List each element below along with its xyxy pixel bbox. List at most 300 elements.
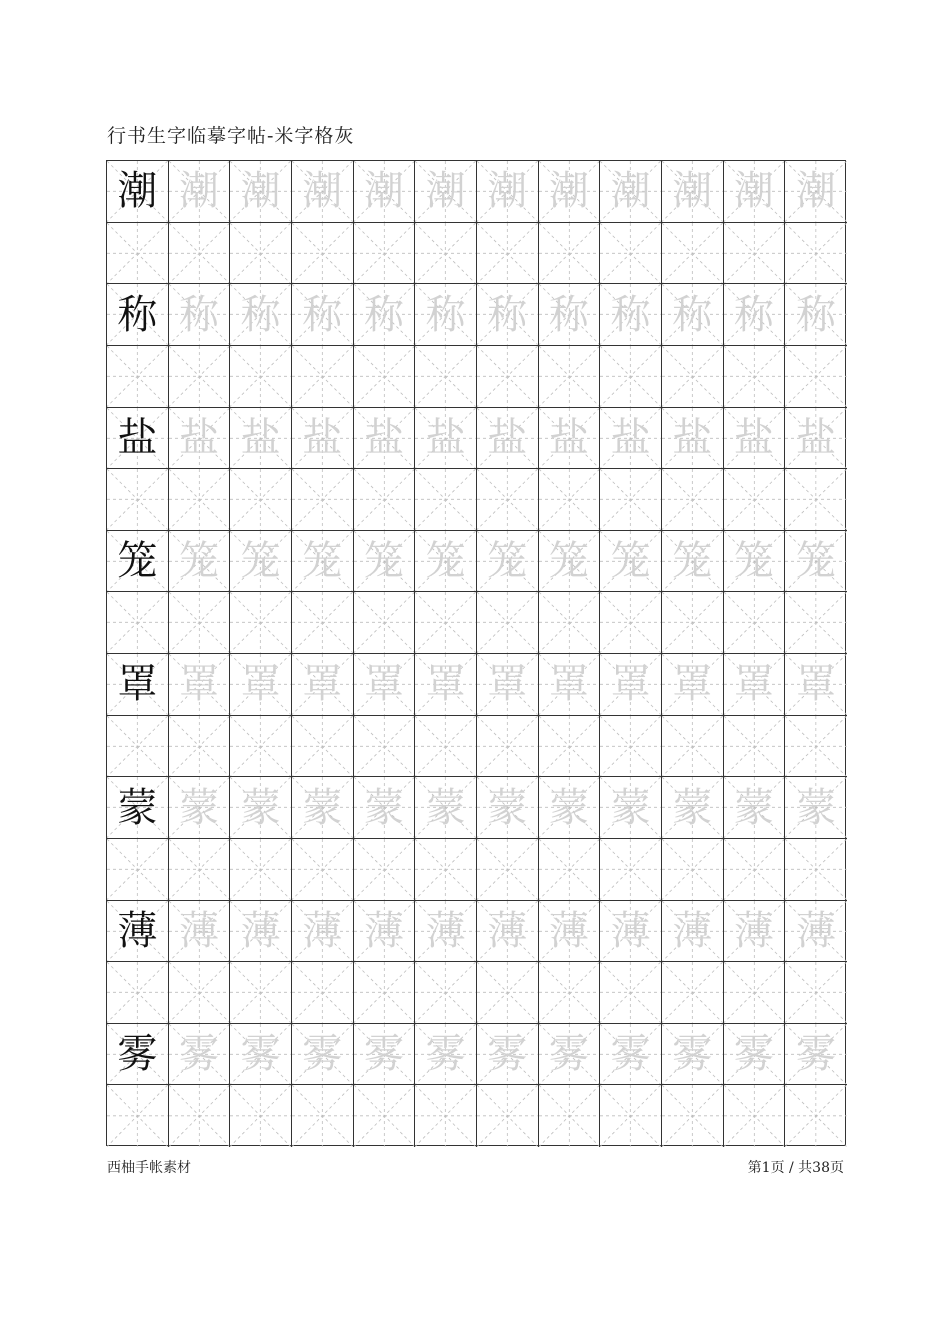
blank-cell[interactable]	[169, 469, 231, 531]
trace-character: 盐	[178, 414, 219, 461]
blank-cell[interactable]	[662, 223, 724, 285]
blank-cell[interactable]	[354, 592, 416, 654]
blank-row	[107, 716, 845, 778]
rice-grid-guides	[477, 469, 538, 530]
trace-cell[interactable]	[662, 161, 724, 223]
blank-cell[interactable]	[600, 716, 662, 778]
trace-cell[interactable]	[662, 777, 724, 839]
trace-character: 潮	[733, 168, 774, 215]
rice-grid-guides	[477, 1085, 538, 1147]
trace-character: 称	[487, 291, 528, 338]
trace-cell[interactable]	[169, 161, 231, 223]
trace-character: 薄	[610, 907, 651, 954]
blank-cell[interactable]	[292, 716, 354, 778]
blank-cell[interactable]	[477, 346, 539, 408]
blank-cell[interactable]	[292, 469, 354, 531]
rice-grid-guides	[292, 223, 353, 284]
blank-cell[interactable]	[724, 962, 786, 1024]
rice-grid-guides	[107, 962, 168, 1023]
blank-cell[interactable]	[724, 346, 786, 408]
trace-cell[interactable]	[230, 531, 292, 593]
rice-grid-guides	[662, 716, 723, 777]
trace-character: 雾	[240, 1031, 281, 1078]
blank-cell[interactable]	[724, 592, 786, 654]
trace-cell[interactable]	[477, 901, 539, 963]
trace-cell[interactable]	[230, 284, 292, 346]
trace-character: 蒙	[796, 784, 837, 831]
char-row	[107, 1024, 845, 1086]
rice-grid-guides	[415, 592, 476, 653]
blank-cell[interactable]	[539, 962, 601, 1024]
model-cell[interactable]	[107, 161, 169, 223]
rice-grid-guides	[724, 839, 785, 900]
rice-grid-guides	[724, 716, 785, 777]
trace-character: 雾	[363, 1031, 404, 1078]
trace-cell[interactable]	[600, 1024, 662, 1086]
rice-grid-guides	[230, 962, 291, 1023]
trace-cell[interactable]	[539, 901, 601, 963]
trace-character: 蒙	[733, 784, 774, 831]
blank-cell[interactable]	[785, 592, 847, 654]
trace-cell[interactable]	[662, 901, 724, 963]
trace-cell[interactable]	[477, 284, 539, 346]
blank-cell[interactable]	[477, 716, 539, 778]
trace-cell[interactable]	[785, 284, 847, 346]
trace-cell[interactable]	[169, 284, 231, 346]
rice-grid-guides	[785, 716, 847, 777]
trace-character: 罩	[240, 661, 281, 708]
trace-cell[interactable]	[415, 901, 477, 963]
trace-cell[interactable]	[230, 777, 292, 839]
blank-cell[interactable]	[230, 962, 292, 1024]
trace-cell[interactable]	[230, 161, 292, 223]
trace-character: 雾	[487, 1031, 528, 1078]
rice-grid-guides	[107, 1085, 168, 1147]
blank-cell[interactable]	[539, 346, 601, 408]
blank-cell[interactable]	[477, 839, 539, 901]
trace-cell[interactable]	[415, 531, 477, 593]
trace-cell[interactable]	[292, 654, 354, 716]
blank-cell[interactable]	[107, 839, 169, 901]
trace-character: 笼	[548, 538, 589, 585]
blank-cell[interactable]	[107, 346, 169, 408]
blank-cell[interactable]	[107, 592, 169, 654]
blank-cell[interactable]	[662, 716, 724, 778]
trace-cell[interactable]	[354, 408, 416, 470]
blank-cell[interactable]	[662, 469, 724, 531]
blank-cell[interactable]	[600, 592, 662, 654]
model-cell[interactable]	[107, 654, 169, 716]
blank-cell[interactable]	[169, 962, 231, 1024]
blank-cell[interactable]	[415, 469, 477, 531]
trace-cell[interactable]	[724, 654, 786, 716]
trace-cell[interactable]	[477, 161, 539, 223]
trace-cell[interactable]	[354, 284, 416, 346]
trace-character: 罩	[178, 661, 219, 708]
char-row	[107, 284, 845, 346]
model-cell[interactable]	[107, 531, 169, 593]
trace-character: 称	[672, 291, 713, 338]
blank-cell[interactable]	[600, 839, 662, 901]
blank-cell[interactable]	[662, 839, 724, 901]
trace-cell[interactable]	[354, 654, 416, 716]
blank-cell[interactable]	[539, 839, 601, 901]
trace-cell[interactable]	[539, 161, 601, 223]
blank-cell[interactable]	[169, 839, 231, 901]
rice-grid-guides	[415, 962, 476, 1023]
blank-cell[interactable]	[415, 1085, 477, 1147]
trace-character: 笼	[240, 538, 281, 585]
model-cell[interactable]	[107, 1024, 169, 1086]
blank-cell[interactable]	[600, 1085, 662, 1147]
trace-cell[interactable]	[354, 777, 416, 839]
blank-cell[interactable]	[785, 1085, 847, 1147]
rice-grid-guides	[230, 592, 291, 653]
trace-cell[interactable]	[292, 777, 354, 839]
trace-character: 盐	[733, 414, 774, 461]
char-row	[107, 654, 845, 716]
rice-grid-guides	[292, 1085, 353, 1147]
trace-character: 罩	[363, 661, 404, 708]
trace-cell[interactable]	[169, 777, 231, 839]
trace-cell[interactable]	[169, 531, 231, 593]
blank-cell[interactable]	[415, 839, 477, 901]
trace-cell[interactable]	[785, 161, 847, 223]
rice-grid-guides	[354, 592, 415, 653]
blank-cell[interactable]	[169, 1085, 231, 1147]
trace-cell[interactable]	[539, 284, 601, 346]
blank-cell[interactable]	[415, 592, 477, 654]
trace-cell[interactable]	[477, 531, 539, 593]
blank-cell[interactable]	[477, 1085, 539, 1147]
blank-cell[interactable]	[354, 962, 416, 1024]
trace-cell[interactable]	[230, 654, 292, 716]
blank-cell[interactable]	[785, 223, 847, 285]
rice-grid-guides	[724, 469, 785, 530]
blank-cell[interactable]	[354, 223, 416, 285]
trace-character: 潮	[796, 168, 837, 215]
rice-grid-guides	[539, 839, 600, 900]
blank-cell[interactable]	[539, 1085, 601, 1147]
trace-character: 雾	[796, 1031, 837, 1078]
blank-cell[interactable]	[600, 469, 662, 531]
rice-grid-guides	[169, 469, 230, 530]
trace-character: 罩	[733, 661, 774, 708]
rice-grid-guides	[354, 839, 415, 900]
blank-cell[interactable]	[415, 346, 477, 408]
blank-cell[interactable]	[230, 716, 292, 778]
trace-cell[interactable]	[724, 1024, 786, 1086]
trace-character: 笼	[610, 538, 651, 585]
blank-cell[interactable]	[354, 1085, 416, 1147]
trace-cell[interactable]	[724, 408, 786, 470]
rice-grid-guides	[662, 469, 723, 530]
rice-grid-guides	[662, 592, 723, 653]
blank-cell[interactable]	[169, 592, 231, 654]
trace-cell[interactable]	[477, 1024, 539, 1086]
blank-cell[interactable]	[107, 716, 169, 778]
trace-cell[interactable]	[600, 654, 662, 716]
trace-character: 潮	[425, 168, 466, 215]
practice-grid	[106, 160, 846, 1146]
trace-character: 薄	[487, 907, 528, 954]
trace-cell[interactable]	[169, 408, 231, 470]
rice-grid-guides	[539, 592, 600, 653]
blank-cell[interactable]	[107, 223, 169, 285]
blank-cell[interactable]	[292, 592, 354, 654]
blank-cell[interactable]	[785, 716, 847, 778]
trace-character: 蒙	[302, 784, 343, 831]
trace-cell[interactable]	[724, 284, 786, 346]
blank-cell[interactable]	[169, 223, 231, 285]
blank-cell[interactable]	[724, 1085, 786, 1147]
rice-grid-guides	[600, 592, 661, 653]
trace-cell[interactable]	[477, 777, 539, 839]
trace-cell[interactable]	[785, 654, 847, 716]
trace-cell[interactable]	[662, 654, 724, 716]
rice-grid-guides	[354, 346, 415, 407]
blank-cell[interactable]	[477, 962, 539, 1024]
trace-character: 雾	[178, 1031, 219, 1078]
trace-cell[interactable]	[415, 161, 477, 223]
blank-cell[interactable]	[539, 592, 601, 654]
blank-cell[interactable]	[415, 223, 477, 285]
rice-grid-guides	[785, 962, 847, 1023]
blank-cell[interactable]	[724, 223, 786, 285]
rice-grid-guides	[662, 223, 723, 284]
blank-cell[interactable]	[292, 962, 354, 1024]
trace-character: 蒙	[363, 784, 404, 831]
blank-row	[107, 223, 845, 285]
trace-cell[interactable]	[662, 408, 724, 470]
blank-cell[interactable]	[292, 1085, 354, 1147]
blank-cell[interactable]	[354, 469, 416, 531]
rice-grid-guides	[724, 592, 785, 653]
blank-cell[interactable]	[292, 346, 354, 408]
trace-cell[interactable]	[662, 1024, 724, 1086]
rice-grid-guides	[600, 469, 661, 530]
trace-character: 称	[548, 291, 589, 338]
page-title: 行书生字临摹字帖-米字格灰	[107, 125, 355, 147]
blank-cell[interactable]	[292, 223, 354, 285]
trace-cell[interactable]	[785, 777, 847, 839]
blank-cell[interactable]	[415, 962, 477, 1024]
model-cell[interactable]	[107, 901, 169, 963]
trace-cell[interactable]	[539, 777, 601, 839]
trace-cell[interactable]	[169, 901, 231, 963]
trace-cell[interactable]	[169, 1024, 231, 1086]
trace-character: 薄	[240, 907, 281, 954]
trace-cell[interactable]	[785, 531, 847, 593]
trace-character: 罩	[302, 661, 343, 708]
model-character: 罩	[117, 661, 158, 708]
trace-cell[interactable]	[600, 284, 662, 346]
trace-cell[interactable]	[415, 284, 477, 346]
trace-cell[interactable]	[600, 901, 662, 963]
model-cell[interactable]	[107, 777, 169, 839]
blank-row	[107, 469, 845, 531]
blank-cell[interactable]	[477, 223, 539, 285]
trace-cell[interactable]	[662, 531, 724, 593]
trace-character: 称	[178, 291, 219, 338]
trace-character: 盐	[363, 414, 404, 461]
trace-character: 盐	[240, 414, 281, 461]
blank-cell[interactable]	[600, 223, 662, 285]
blank-cell[interactable]	[724, 716, 786, 778]
model-cell[interactable]	[107, 408, 169, 470]
rice-grid-guides	[477, 716, 538, 777]
trace-cell[interactable]	[785, 408, 847, 470]
trace-cell[interactable]	[415, 777, 477, 839]
blank-cell[interactable]	[477, 592, 539, 654]
blank-cell[interactable]	[785, 962, 847, 1024]
trace-cell[interactable]	[292, 1024, 354, 1086]
trace-character: 盐	[672, 414, 713, 461]
trace-character: 称	[796, 291, 837, 338]
blank-cell[interactable]	[785, 346, 847, 408]
trace-cell[interactable]	[600, 531, 662, 593]
trace-character: 称	[240, 291, 281, 338]
model-cell[interactable]	[107, 284, 169, 346]
trace-cell[interactable]	[292, 531, 354, 593]
rice-grid-guides	[662, 346, 723, 407]
trace-cell[interactable]	[292, 901, 354, 963]
blank-cell[interactable]	[169, 716, 231, 778]
model-character: 称	[117, 291, 158, 338]
rice-grid-guides	[477, 839, 538, 900]
trace-cell[interactable]	[415, 1024, 477, 1086]
blank-cell[interactable]	[477, 469, 539, 531]
trace-character: 薄	[363, 907, 404, 954]
trace-cell[interactable]	[600, 777, 662, 839]
blank-cell[interactable]	[354, 839, 416, 901]
trace-cell[interactable]	[785, 901, 847, 963]
blank-cell[interactable]	[724, 469, 786, 531]
trace-cell[interactable]	[477, 408, 539, 470]
trace-cell[interactable]	[539, 654, 601, 716]
rice-grid-guides	[415, 839, 476, 900]
blank-cell[interactable]	[415, 716, 477, 778]
trace-cell[interactable]	[724, 901, 786, 963]
trace-character: 蒙	[548, 784, 589, 831]
blank-cell[interactable]	[292, 839, 354, 901]
trace-cell[interactable]	[724, 531, 786, 593]
blank-cell[interactable]	[662, 346, 724, 408]
blank-cell[interactable]	[539, 716, 601, 778]
blank-cell[interactable]	[230, 469, 292, 531]
trace-character: 潮	[610, 168, 651, 215]
trace-cell[interactable]	[600, 408, 662, 470]
blank-cell[interactable]	[662, 962, 724, 1024]
trace-character: 称	[733, 291, 774, 338]
trace-cell[interactable]	[539, 531, 601, 593]
rice-grid-guides	[600, 716, 661, 777]
trace-cell[interactable]	[354, 1024, 416, 1086]
trace-character: 盐	[548, 414, 589, 461]
blank-cell[interactable]	[230, 1085, 292, 1147]
blank-cell[interactable]	[785, 469, 847, 531]
blank-cell[interactable]	[230, 346, 292, 408]
char-row	[107, 408, 845, 470]
rice-grid-guides	[230, 1085, 291, 1147]
blank-cell[interactable]	[539, 469, 601, 531]
trace-cell[interactable]	[415, 408, 477, 470]
blank-row	[107, 1085, 845, 1147]
trace-character: 薄	[302, 907, 343, 954]
rice-grid-guides	[107, 469, 168, 530]
trace-cell[interactable]	[292, 284, 354, 346]
trace-character: 笼	[302, 538, 343, 585]
rice-grid-guides	[539, 223, 600, 284]
rice-grid-guides	[354, 1085, 415, 1147]
trace-character: 笼	[733, 538, 774, 585]
trace-cell[interactable]	[292, 408, 354, 470]
blank-cell[interactable]	[539, 223, 601, 285]
trace-character: 笼	[796, 538, 837, 585]
trace-cell[interactable]	[230, 901, 292, 963]
rice-grid-guides	[785, 469, 847, 530]
blank-cell[interactable]	[230, 223, 292, 285]
blank-cell[interactable]	[600, 346, 662, 408]
trace-cell[interactable]	[724, 777, 786, 839]
trace-cell[interactable]	[230, 1024, 292, 1086]
rice-grid-guides	[292, 592, 353, 653]
rice-grid-guides	[292, 716, 353, 777]
blank-cell[interactable]	[785, 839, 847, 901]
trace-cell[interactable]	[415, 654, 477, 716]
trace-cell[interactable]	[724, 161, 786, 223]
blank-cell[interactable]	[107, 962, 169, 1024]
trace-cell[interactable]	[539, 408, 601, 470]
trace-character: 笼	[363, 538, 404, 585]
trace-cell[interactable]	[477, 654, 539, 716]
blank-cell[interactable]	[230, 592, 292, 654]
trace-character: 称	[425, 291, 466, 338]
trace-cell[interactable]	[169, 654, 231, 716]
blank-cell[interactable]	[230, 839, 292, 901]
trace-cell[interactable]	[662, 284, 724, 346]
trace-character: 潮	[302, 168, 343, 215]
rice-grid-guides	[230, 346, 291, 407]
trace-character: 罩	[796, 661, 837, 708]
trace-cell[interactable]	[600, 161, 662, 223]
trace-cell[interactable]	[292, 161, 354, 223]
blank-cell[interactable]	[169, 346, 231, 408]
rice-grid-guides	[724, 223, 785, 284]
blank-cell[interactable]	[354, 346, 416, 408]
trace-cell[interactable]	[230, 408, 292, 470]
model-character: 潮	[117, 168, 158, 215]
blank-cell[interactable]	[600, 962, 662, 1024]
trace-character: 雾	[733, 1031, 774, 1078]
blank-cell[interactable]	[662, 1085, 724, 1147]
blank-cell[interactable]	[662, 592, 724, 654]
trace-character: 称	[363, 291, 404, 338]
blank-cell[interactable]	[107, 1085, 169, 1147]
trace-cell[interactable]	[539, 1024, 601, 1086]
trace-cell[interactable]	[354, 161, 416, 223]
trace-character: 盐	[610, 414, 651, 461]
trace-cell[interactable]	[354, 901, 416, 963]
blank-cell[interactable]	[354, 716, 416, 778]
trace-cell[interactable]	[354, 531, 416, 593]
trace-character: 薄	[796, 907, 837, 954]
blank-cell[interactable]	[724, 839, 786, 901]
blank-cell[interactable]	[107, 469, 169, 531]
blank-row	[107, 839, 845, 901]
trace-cell[interactable]	[785, 1024, 847, 1086]
rice-grid-guides	[600, 223, 661, 284]
